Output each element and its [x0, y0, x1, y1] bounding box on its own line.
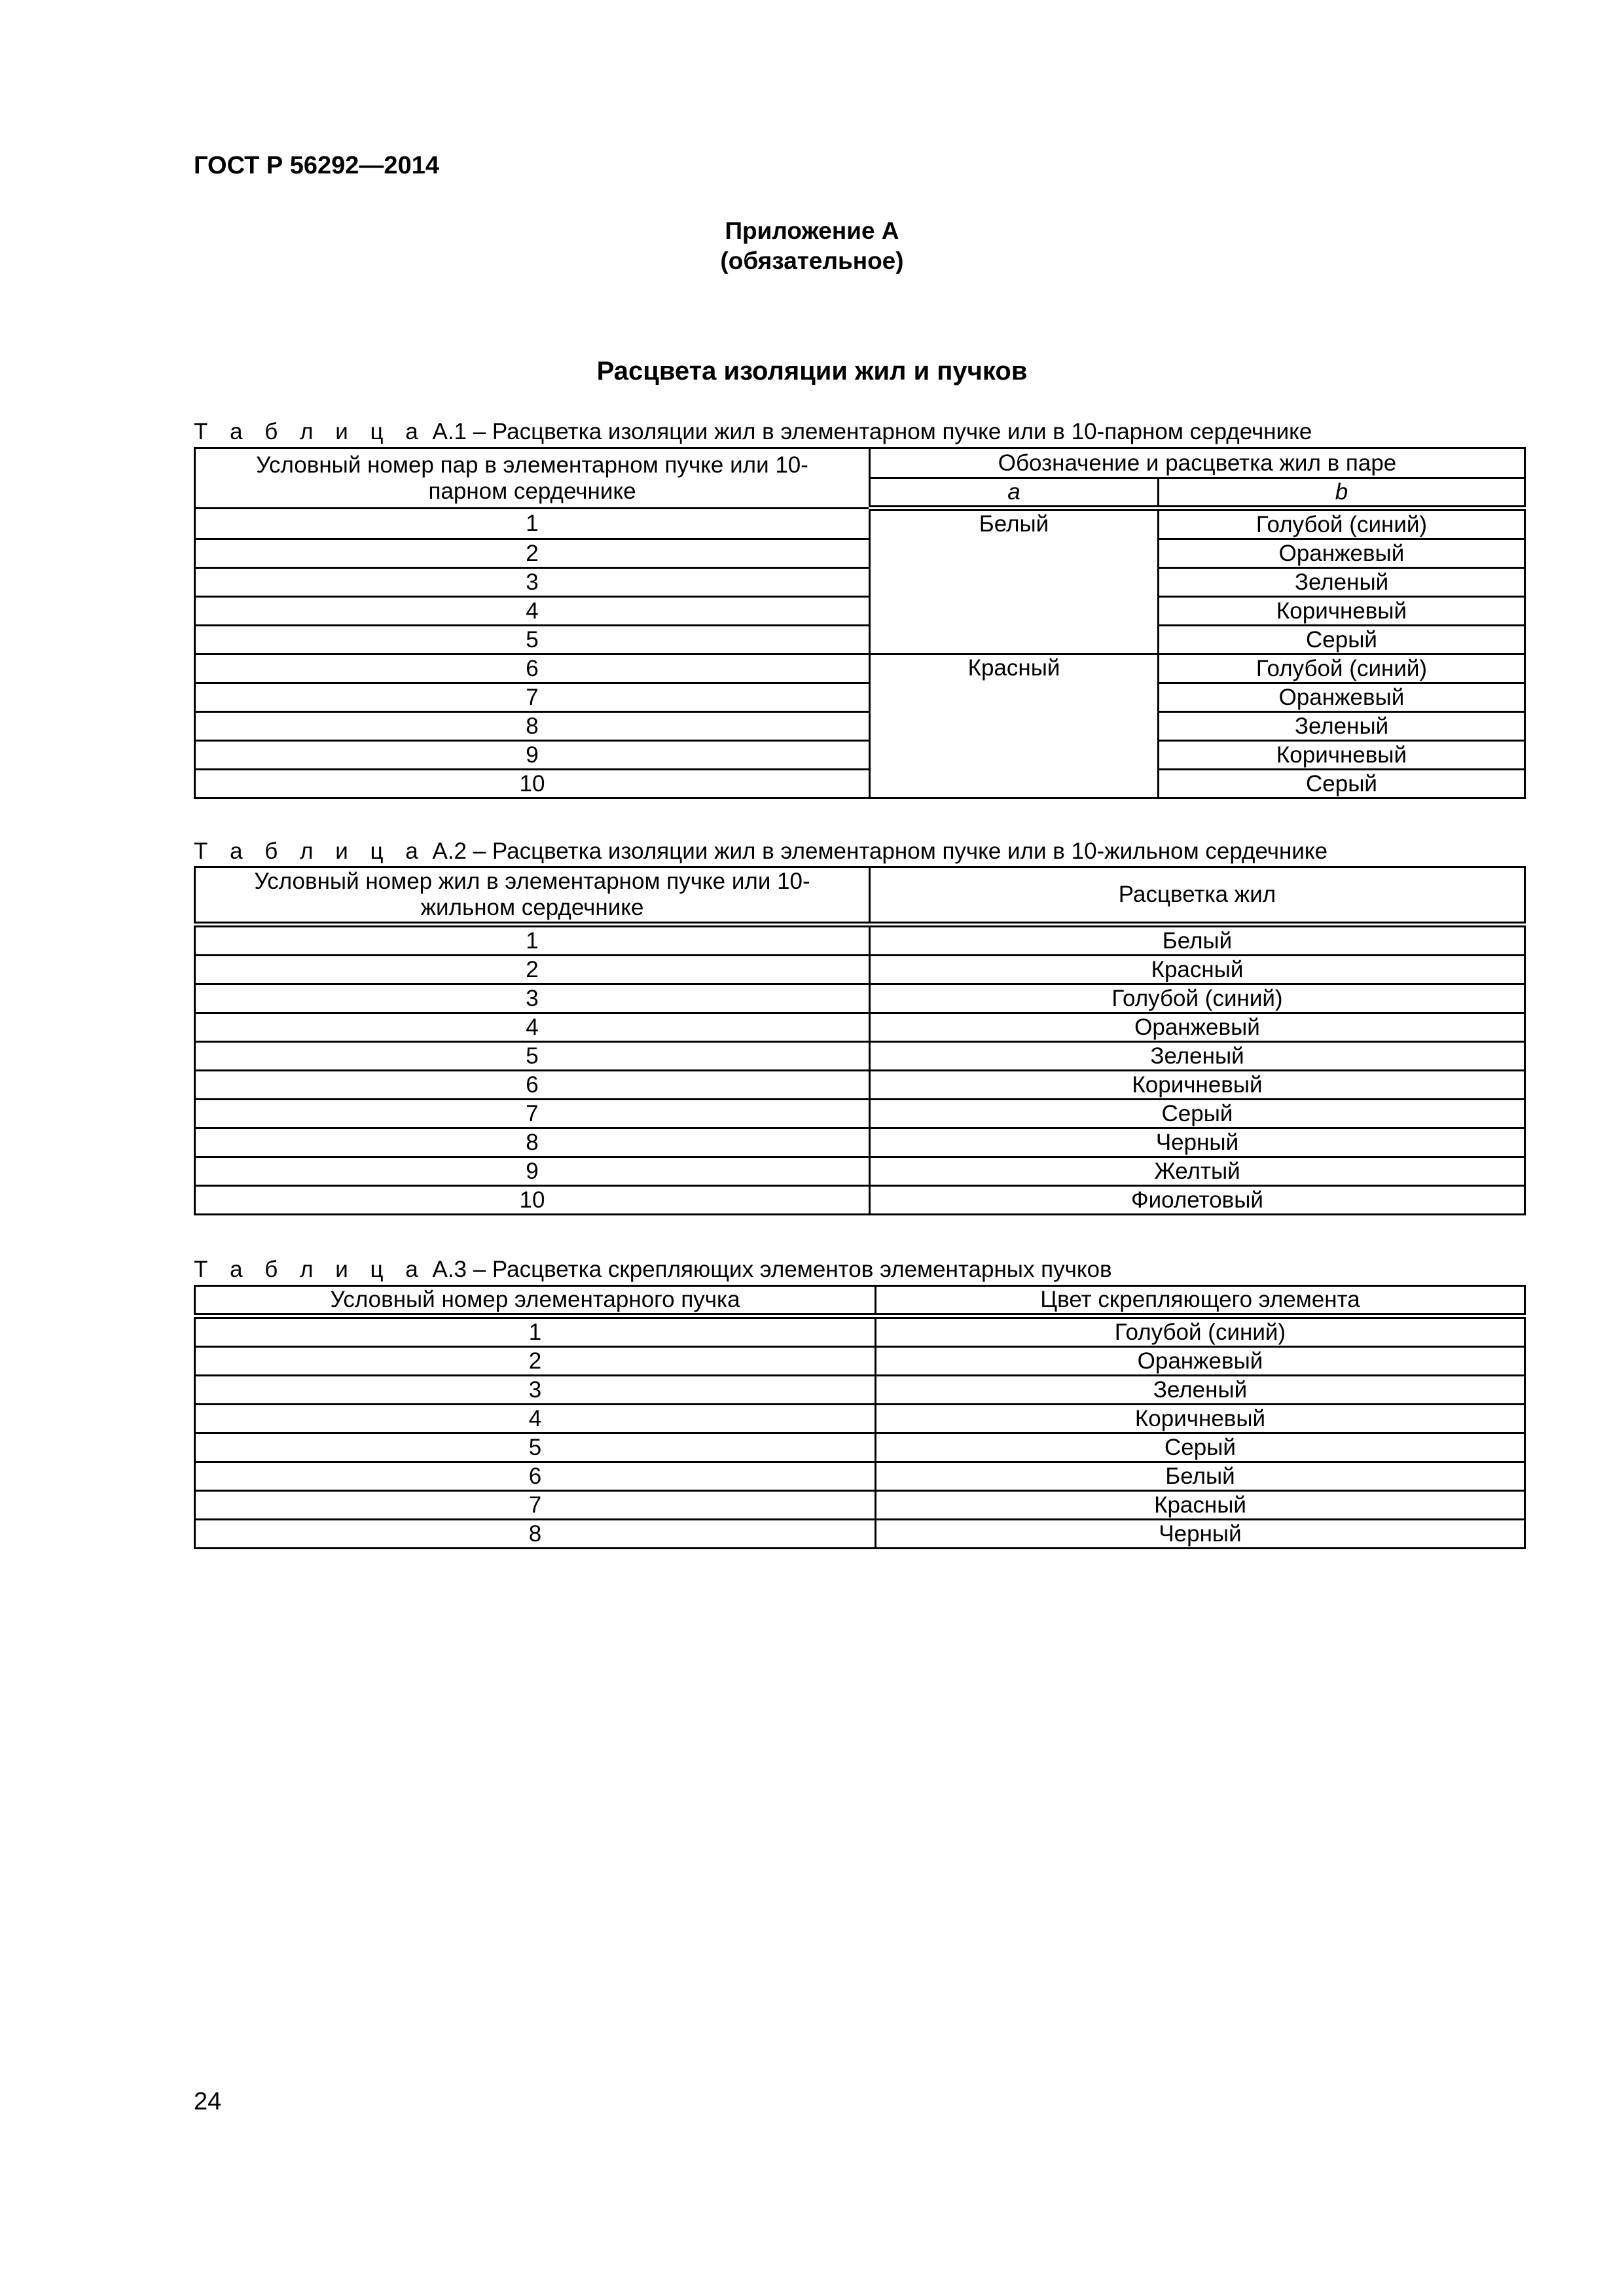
table-row: [195, 1042, 1525, 1071]
table-row: [195, 655, 1525, 683]
table1-subheader-a: a: [870, 478, 1159, 509]
cell-b: Оранжевый: [1159, 683, 1525, 712]
table2: [194, 866, 1526, 1215]
cell-num: 3: [195, 1376, 876, 1405]
page-number: 24: [194, 2088, 222, 2115]
cell-num: 8: [195, 712, 870, 741]
table3: [194, 1285, 1526, 1549]
cell-b: Голубой (синий): [1159, 509, 1525, 539]
cell-a: Белый: [870, 509, 1159, 655]
cell-num: 4: [195, 1013, 870, 1042]
cell-num: 6: [195, 1071, 870, 1100]
table2-col2-header: Расцветка жил: [870, 867, 1525, 925]
table-row: [195, 741, 1525, 770]
cell-num: 4: [195, 1405, 876, 1433]
table-row: [195, 956, 1525, 984]
cell-num: 6: [195, 1462, 876, 1491]
cell-color: Белый: [870, 925, 1525, 956]
cell-num: 7: [195, 683, 870, 712]
cell-b: Серый: [1159, 770, 1525, 798]
table-row: [195, 1491, 1525, 1520]
cell-num: 3: [195, 568, 870, 597]
cell-color: Голубой (синий): [876, 1316, 1525, 1347]
cell-b: Оранжевый: [1159, 539, 1525, 568]
cell-color: Фиолетовый: [870, 1186, 1525, 1215]
cell-color: Зеленый: [876, 1376, 1525, 1405]
cell-color: Черный: [870, 1128, 1525, 1157]
cell-b: Коричневый: [1159, 597, 1525, 626]
table-row: [195, 1128, 1525, 1157]
cell-b: Голубой (синий): [1159, 655, 1525, 683]
table-row: [195, 984, 1525, 1013]
table3-caption-word: Т а б л и ц а: [194, 1257, 426, 1282]
cell-num: 4: [195, 597, 870, 626]
table-row: [195, 539, 1525, 568]
table-row: [195, 770, 1525, 798]
cell-num: 3: [195, 984, 870, 1013]
cell-b: Серый: [1159, 626, 1525, 655]
table-row: [195, 1100, 1525, 1128]
cell-num: 10: [195, 770, 870, 798]
table3-caption-text: А.3 – Расцветка скрепляющих элементов элементарных пучков: [432, 1257, 1112, 1282]
cell-color: Черный: [876, 1520, 1525, 1549]
cell-color: Красный: [870, 956, 1525, 984]
cell-color: Голубой (синий): [870, 984, 1525, 1013]
table-row: [195, 1462, 1525, 1491]
table2-caption: [194, 838, 1327, 865]
cell-b: Зеленый: [1159, 712, 1525, 741]
table3-caption: [194, 1257, 1112, 1283]
table-row: [195, 1316, 1525, 1347]
cell-color: Зеленый: [870, 1042, 1525, 1071]
cell-num: 5: [195, 1433, 876, 1462]
cell-color: Коричневый: [870, 1071, 1525, 1100]
table-row: [195, 683, 1525, 712]
table2-caption-text: А.2 – Расцветка изоляции жил в элементарном пучке или в 10-жильном сердечнике: [432, 838, 1328, 864]
table-row: [195, 1376, 1525, 1405]
cell-num: 7: [195, 1100, 870, 1128]
cell-num: 9: [195, 741, 870, 770]
cell-color: Серый: [876, 1433, 1525, 1462]
cell-color: Оранжевый: [876, 1347, 1525, 1376]
table-row: [195, 712, 1525, 741]
table1-caption-word: Т а б л и ц а: [194, 419, 426, 444]
cell-color: Красный: [876, 1491, 1525, 1520]
cell-num: 1: [195, 1316, 876, 1347]
table2-caption-word: Т а б л и ц а: [194, 838, 426, 864]
cell-num: 7: [195, 1491, 876, 1520]
appendix-title: Приложение А: [725, 217, 899, 244]
table-row: [195, 1013, 1525, 1042]
table-row: [195, 1433, 1525, 1462]
cell-color: Оранжевый: [870, 1013, 1525, 1042]
table-row: [195, 925, 1525, 956]
cell-num: 2: [195, 539, 870, 568]
appendix-heading: [0, 216, 1624, 276]
appendix-status: (обязательное): [720, 247, 904, 274]
cell-color: Белый: [876, 1462, 1525, 1491]
table1-caption-text: А.1 – Расцветка изоляции жил в элементарном пучке или в 10-парном сердечнике: [432, 419, 1312, 444]
cell-num: 9: [195, 1157, 870, 1186]
cell-num: 8: [195, 1520, 876, 1549]
cell-num: 1: [195, 925, 870, 956]
table-row: [195, 1347, 1525, 1376]
table-row: [195, 568, 1525, 597]
cell-num: 8: [195, 1128, 870, 1157]
table-row: [195, 1186, 1525, 1215]
table2-col1-header: Условный номер жил в элементарном пучке или 10-жильном сердечнике: [195, 867, 870, 925]
table-row: [195, 509, 1525, 539]
table3-col2-header: Цвет скрепляющего элемента: [876, 1286, 1525, 1316]
table1-subheader-b: b: [1159, 478, 1525, 509]
cell-color: Серый: [870, 1100, 1525, 1128]
table1-col2-header: Обозначение и расцветка жил в паре: [870, 448, 1525, 478]
table-row: [195, 1071, 1525, 1100]
cell-b: Коричневый: [1159, 741, 1525, 770]
table-row: [195, 1520, 1525, 1549]
cell-num: 2: [195, 1347, 876, 1376]
cell-b: Зеленый: [1159, 568, 1525, 597]
table-row: [195, 626, 1525, 655]
table-row: [195, 597, 1525, 626]
table1: [194, 447, 1526, 799]
table1-caption: [194, 419, 1312, 445]
cell-num: 2: [195, 956, 870, 984]
cell-num: 5: [195, 626, 870, 655]
cell-a: Красный: [870, 655, 1159, 798]
table-row: [195, 1157, 1525, 1186]
table-row: [195, 1405, 1525, 1433]
section-title: Расцвета изоляции жил и пучков: [596, 357, 1028, 386]
cell-num: 5: [195, 1042, 870, 1071]
cell-num: 6: [195, 655, 870, 683]
cell-num: 1: [195, 509, 870, 539]
cell-num: 10: [195, 1186, 870, 1215]
cell-color: Коричневый: [876, 1405, 1525, 1433]
document-code: ГОСТ Р 56292—2014: [194, 152, 439, 179]
table1-col1-header: Условный номер пар в элементарном пучке или 10-парном сердечнике: [195, 448, 870, 509]
table3-col1-header: Условный номер элементарного пучка: [195, 1286, 876, 1316]
cell-color: Желтый: [870, 1157, 1525, 1186]
